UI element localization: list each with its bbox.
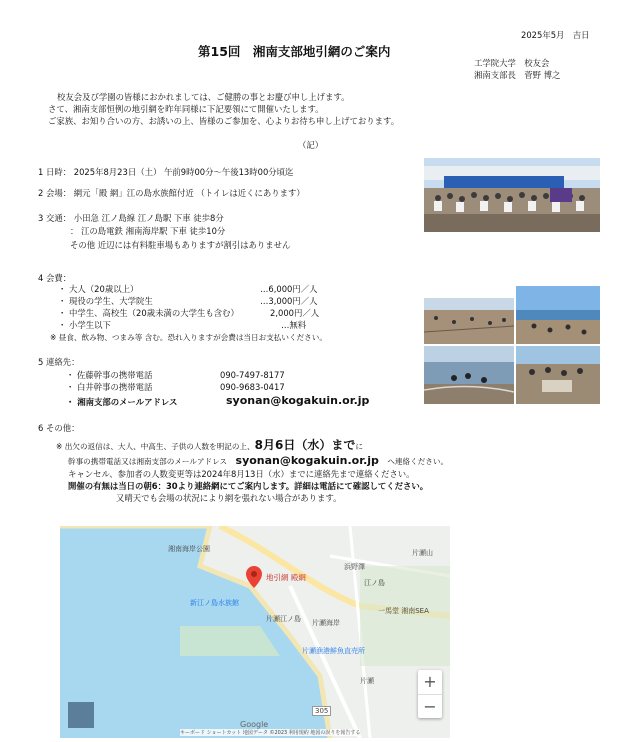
map-footer[interactable]: キーボード ショートカット 地図データ ©2023 利用規約 地図の誤りを報告する bbox=[180, 730, 361, 736]
map-zoom-control bbox=[418, 670, 442, 718]
beach-photo-1 bbox=[424, 298, 514, 344]
fee-label: ・ 小学生以下 bbox=[58, 320, 111, 330]
contact-phone: 090-7497-8177 bbox=[220, 370, 285, 380]
ki-heading: （記） bbox=[298, 140, 324, 150]
other-line-5: 又晴天でも会場の状況により網を張れない場合があります。 bbox=[116, 493, 342, 503]
fee-label: ・ 大人（20歳以上） bbox=[58, 284, 139, 294]
item-transport-1: 3 交通： 小田急 江ノ島線 江ノ島駅 下車 徒歩8分 bbox=[38, 213, 224, 223]
item-other-heading: 6 その他： bbox=[38, 423, 80, 433]
map-label-station2: 江ノ島 bbox=[364, 579, 385, 587]
other-line-1-suffix: に bbox=[355, 442, 363, 451]
other-line-2-suffix: へ連絡ください。 bbox=[387, 457, 449, 466]
item-transport-3: その他 近辺には有料駐車場もありますが割引はありません bbox=[70, 240, 291, 250]
item-transport-2: ： 江の島電鉄 湘南海岸駅 下車 徒歩10分 bbox=[70, 226, 226, 236]
deadline: 8月6日（水）まで bbox=[254, 438, 356, 452]
fee-note: ※ 昼食、飲み物、つまみ等 含む。恐れ入りますが会費は当日お支払いください。 bbox=[50, 333, 327, 342]
map-label-station1: 片瀬江ノ島 bbox=[266, 615, 301, 623]
intro-line-3: ご家族、お知り合いの方、お誘いの上、皆様のご参加を、心よりお待ち申し上げております。 bbox=[48, 116, 400, 126]
other-line-2-text: 幹事の携帯電話又は湘南支部のメールアドレス bbox=[68, 457, 228, 466]
map-label-fishmarket: 片瀬漁港鮮魚直売所 bbox=[302, 647, 365, 655]
document-date: 2025年5月 吉日 bbox=[521, 30, 590, 40]
contact-email[interactable]: syonan@kogakuin.or.jp bbox=[226, 394, 370, 407]
fee-price: …無料 bbox=[281, 320, 307, 330]
map-label-place: 地引網 殿網 bbox=[266, 573, 306, 582]
map-label-nozawa: 浜野澤 bbox=[344, 563, 365, 571]
item-contact-heading: 5 連絡先： bbox=[38, 357, 80, 367]
contact-label: ・ 佐藤幹事の携帯電話 bbox=[66, 370, 153, 380]
intro-line-2: さて、湘南支部恒例の地引網を昨年同様に下記要領にて開催いたします。 bbox=[48, 104, 324, 114]
other-line-1 bbox=[56, 440, 363, 452]
zoom-out-button[interactable]: − bbox=[418, 694, 442, 719]
fee-price: …3,000円／人 bbox=[260, 296, 318, 306]
beach-photo-3 bbox=[424, 346, 514, 404]
other-line-1-text: ※ 出欠の返信は、大人、中高生、子供の人数を明記の上、 bbox=[56, 442, 255, 451]
contact-label: ・ 湘南支部のメールアドレス bbox=[66, 397, 178, 407]
contact-label: ・ 白井幹事の携帯電話 bbox=[66, 382, 153, 392]
map-label-park: 湘南海岸公園 bbox=[168, 545, 210, 553]
item-date-time: 1 日時： 2025年8月23日（土） 午前9時00分～午後13時00分頃迄 bbox=[38, 167, 294, 177]
fee-label: ・ 中学生、高校生（20歳未満の大学生も含む） bbox=[58, 308, 239, 318]
fee-price: 2,000円／人 bbox=[270, 308, 320, 318]
sender-name: 湘南支部長 菅野 博之 bbox=[474, 70, 561, 80]
map-label-beach: 片瀬海岸 bbox=[312, 619, 340, 627]
map-label-katase: 片瀬 bbox=[360, 677, 374, 685]
other-email[interactable]: syonan@kogakuin.or.jp bbox=[235, 454, 379, 467]
sender-organization: 工学院大学 校友会 bbox=[474, 58, 550, 68]
beach-photo-2 bbox=[516, 286, 600, 344]
intro-line-1: 校友会及び学園の皆様におかれましては、ご健勝の事とお慶び申し上げます。 bbox=[57, 92, 350, 102]
document-title: 第15回 湘南支部地引網のご案内 bbox=[198, 44, 391, 59]
beach-photo-4 bbox=[516, 346, 600, 404]
other-line-3: キャンセル、参加者の人数変更等は2024年8月13日（水）までに連絡先まで連絡ください。 bbox=[68, 469, 415, 479]
contact-phone: 090-9683-0417 bbox=[220, 382, 285, 392]
map-graphic bbox=[60, 526, 450, 738]
item-venue: 2 会場： 網元「殿 網」江の島水族館付近 （トイレは近くにあります） bbox=[38, 188, 305, 198]
map[interactable] bbox=[60, 526, 450, 738]
route-shield: 305 bbox=[312, 706, 331, 716]
group-photo bbox=[424, 158, 600, 232]
map-label-kataseyama: 片瀬山 bbox=[412, 549, 433, 557]
map-label-shonan-sea: 一馬堂 湘南SEA bbox=[378, 607, 429, 615]
map-label-aquarium: 新江ノ島水族館 bbox=[190, 599, 239, 607]
other-line-4: 開催の有無は当日の朝6：30より連絡網にてご案内します。詳細は電話にて確認してください。 bbox=[68, 481, 429, 491]
item-fees-heading: 4 会費： bbox=[38, 273, 72, 283]
google-logo: Google bbox=[240, 720, 269, 729]
zoom-in-button[interactable]: + bbox=[423, 672, 437, 691]
location-pin-icon[interactable] bbox=[246, 566, 262, 588]
other-line-2 bbox=[68, 456, 448, 467]
fee-label: ・ 現役の学生、大学院生 bbox=[58, 296, 153, 306]
fee-price: …6,000円／人 bbox=[260, 284, 318, 294]
